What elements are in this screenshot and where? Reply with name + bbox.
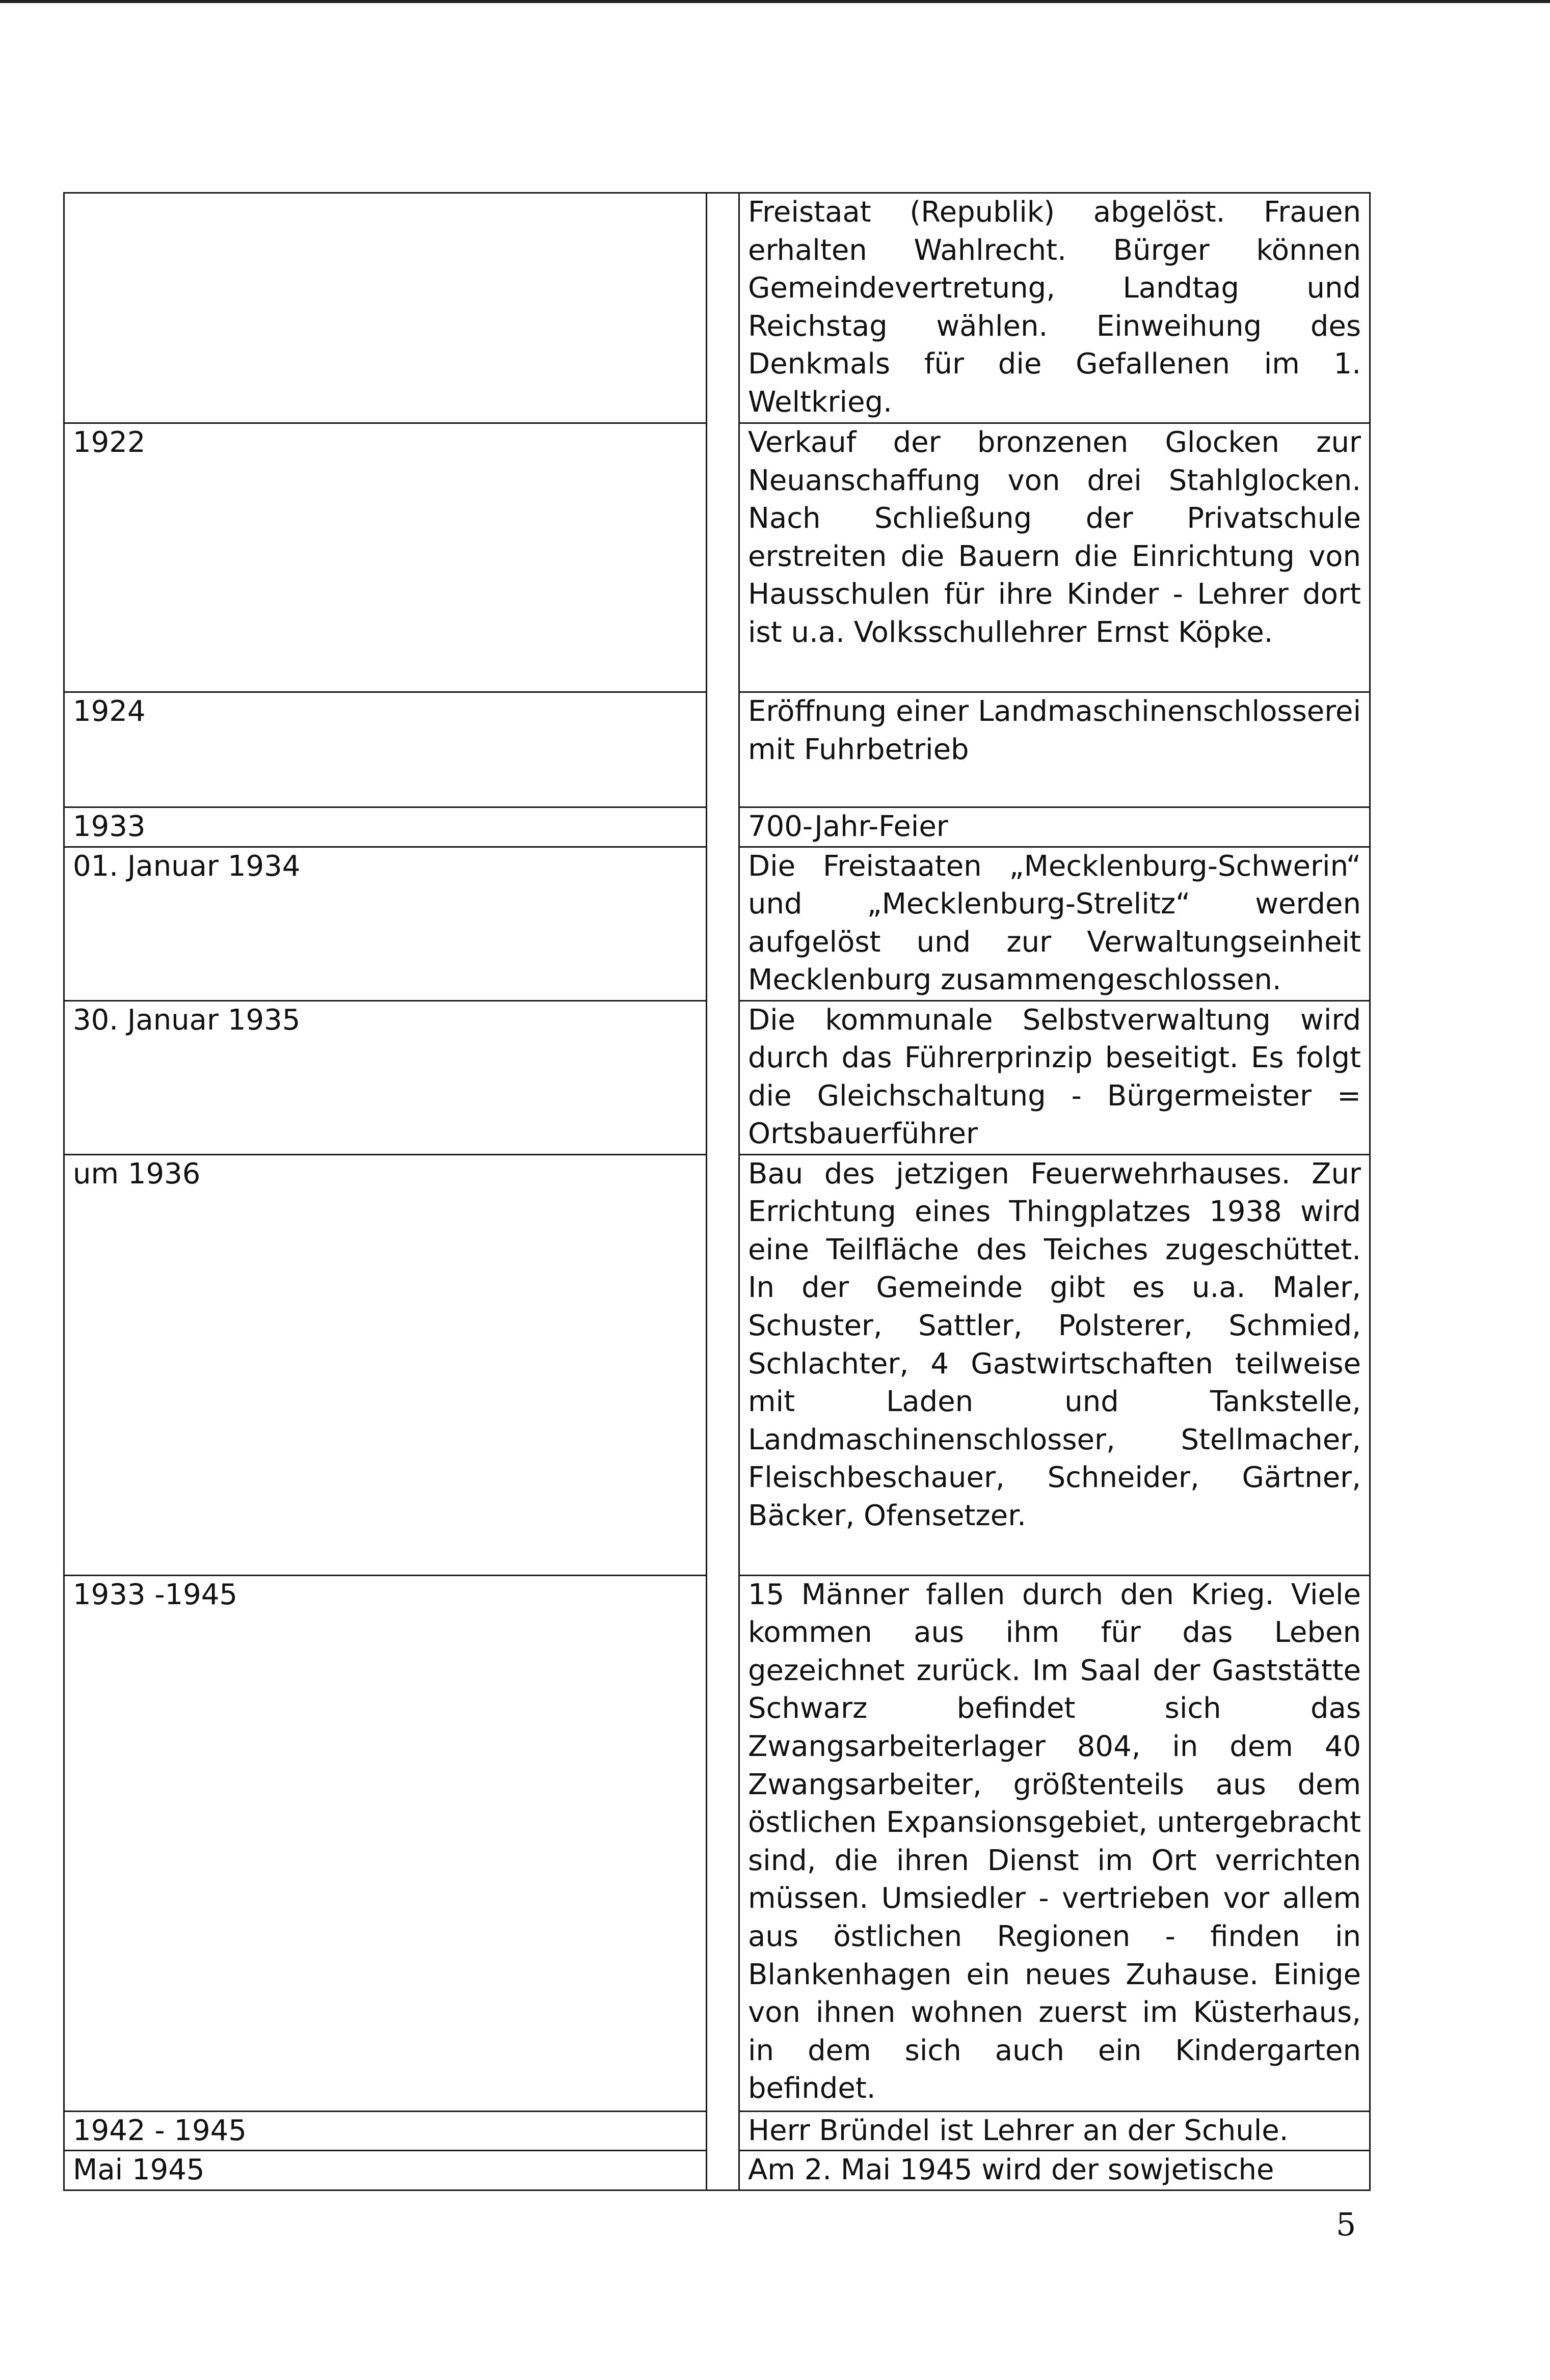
column-gap (707, 1575, 739, 2111)
date-cell: 1933 (64, 807, 707, 847)
table-row (64, 1154, 1370, 1575)
page-number: 5 (1336, 2206, 1356, 2243)
date-cell (64, 193, 707, 423)
table-row (64, 1575, 1370, 2111)
event-cell: 15 Männer fallen durch den Krieg. Viele kommen aus ihm für das Leben gezeichnet zurück. Im Saal der Gaststätte Schwarz befindet sich das Zwangsarbeiterlager 804, in dem 40 Zwangsarbeiter, größtenteils aus dem östlichen Expansionsgebiet, untergebracht sind, die ihren Dienst im Ort verrichten müssen. Umsiedler - vertrieben vor allem aus östlichen Regionen - finden in Blankenhagen ein neues Zuhause. Einige von ihnen wohnen zuerst im Küsterhaus, in dem sich auch ein Kindergarten befindet. (739, 1575, 1370, 2111)
date-cell: um 1936 (64, 1154, 707, 1575)
top-edge-rule (0, 0, 1550, 3)
column-gap (707, 847, 739, 1000)
column-gap (707, 1154, 739, 1575)
date-cell: 1924 (64, 692, 707, 807)
table-row (64, 423, 1370, 692)
chronicle-table (63, 192, 1371, 2191)
table-row (64, 193, 1370, 423)
date-cell: Mai 1945 (64, 2151, 707, 2190)
table-row (64, 692, 1370, 807)
event-cell: 700-Jahr-Feier (739, 807, 1370, 847)
column-gap (707, 1000, 739, 1154)
column-gap (707, 2151, 739, 2190)
column-gap (707, 423, 739, 692)
date-cell: 01. Januar 1934 (64, 847, 707, 1000)
date-cell: 30. Januar 1935 (64, 1000, 707, 1154)
table-row (64, 807, 1370, 847)
date-cell: 1942 - 1945 (64, 2111, 707, 2151)
date-cell: 1933 -1945 (64, 1575, 707, 2111)
column-gap (707, 692, 739, 807)
table-row (64, 2111, 1370, 2151)
column-gap (707, 2111, 739, 2151)
table-row (64, 1000, 1370, 1154)
table-row (64, 847, 1370, 1000)
table-row (64, 2151, 1370, 2190)
column-gap (707, 807, 739, 847)
event-cell: Verkauf der bronzenen Glocken zur Neuanschaffung von drei Stahlglocken. Nach Schließung der Privatschule erstreiten die Bauern die Einrichtung von Hausschulen für ihre Kinder - Lehrer dort ist u.a. Volksschullehrer Ernst Köpke. (739, 423, 1370, 692)
event-cell: Eröffnung einer Landmaschinenschlosserei mit Fuhrbetrieb (739, 692, 1370, 807)
event-cell: Am 2. Mai 1945 wird der sowjetische (739, 2151, 1370, 2190)
event-cell: Freistaat (Republik) abgelöst. Frauen erhalten Wahlrecht. Bürger können Gemeindevertretung, Landtag und Reichstag wählen. Einweihung des Denkmals für die Gefallenen im 1. Weltkrieg. (739, 193, 1370, 423)
event-cell: Herr Bründel ist Lehrer an der Schule. (739, 2111, 1370, 2151)
event-cell: Die Freistaaten „Mecklenburg-Schwerin“ und „Mecklenburg-Strelitz“ werden aufgelöst und zur Verwaltungseinheit Mecklenburg zusammengeschlossen. (739, 847, 1370, 1000)
event-cell: Bau des jetzigen Feuerwehrhauses. Zur Errichtung eines Thingplatzes 1938 wird eine Teilfläche des Teiches zugeschüttet. In der Gemeinde gibt es u.a. Maler, Schuster, Sattler, Polsterer, Schmied, Schlachter, 4 Gastwirtschaften teilweise mit Laden und Tankstelle, Landmaschinenschlosser, Stellmacher, Fleischbeschauer, Schneider, Gärtner, Bäcker, Ofensetzer. (739, 1154, 1370, 1575)
column-gap (707, 193, 739, 423)
date-cell: 1922 (64, 423, 707, 692)
event-cell: Die kommunale Selbstverwaltung wird durch das Führerprinzip beseitigt. Es folgt die Gleichschaltung - Bürgermeister = Ortsbauerführer (739, 1000, 1370, 1154)
